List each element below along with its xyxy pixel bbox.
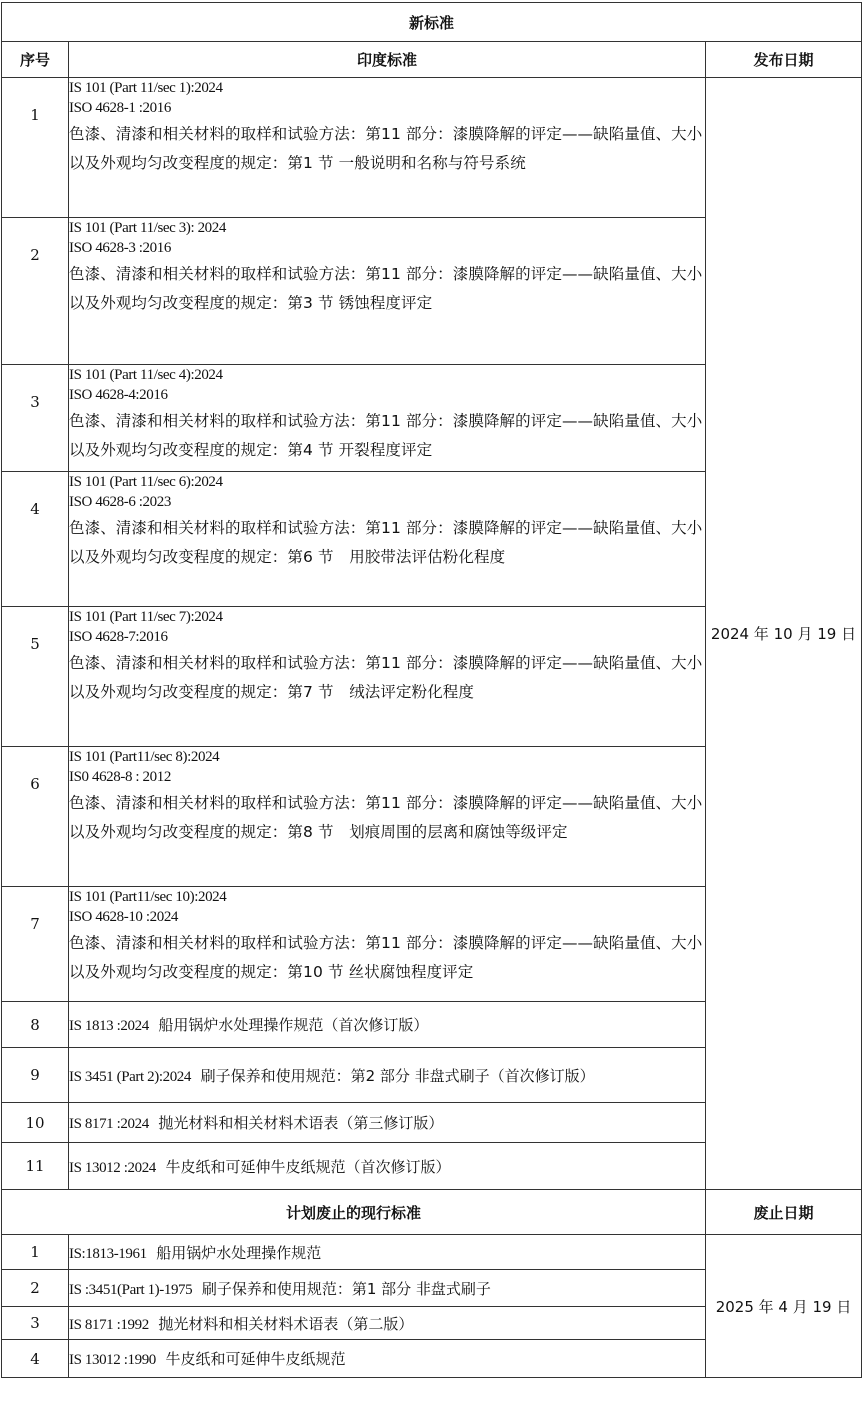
row-number: 8 (2, 1002, 69, 1048)
standard-description: 船用锅炉水处理操作规范（首次修订版） (158, 1016, 429, 1034)
row-number: 9 (2, 1048, 69, 1103)
standard-description: 牛皮纸和可延伸牛皮纸规范（首次修订版） (165, 1157, 451, 1176)
row-number: 10 (2, 1103, 69, 1143)
withdrawn-header-row (2, 1190, 862, 1235)
iso-code: ISO 4628-6 :2023 (69, 494, 171, 510)
standard-cell (69, 78, 706, 218)
standard-cell (69, 1307, 706, 1340)
standard-description: 色漆、清漆和相关材料的取样和试验方法：第11 部分：漆膜降解的评定——缺陷量值、大小以及外观均匀改变程度的规定：第1 节 一般说明和名称与符号系统 (69, 125, 703, 172)
withdraw-date: 2025 年 4 月 19 日 (706, 1235, 862, 1378)
standards-table (1, 2, 862, 1378)
row-number: 3 (2, 365, 69, 472)
standard-description: 牛皮纸和可延伸牛皮纸规范 (165, 1350, 346, 1368)
standard-description: 抛光材料和相关材料术语表（第二版） (158, 1314, 414, 1333)
is-code: IS 101 (Part 11/sec 4):2024 (69, 367, 223, 383)
row-number: 4 (2, 1340, 69, 1378)
standard-cell (69, 1143, 706, 1190)
withdrawn-standards-title: 计划废止的现行标准 (2, 1190, 706, 1235)
standard-cell (69, 887, 706, 1002)
new-standards-title-row (2, 3, 862, 42)
standard-code: IS 1813 :2024 (69, 1018, 149, 1034)
standard-cell (69, 747, 706, 887)
iso-code: IS0 4628-8 : 2012 (69, 769, 171, 785)
is-code: IS 101 (Part 11/sec 7):2024 (69, 609, 223, 625)
table-row (2, 1235, 862, 1270)
header-publish-date: 发布日期 (706, 42, 862, 78)
standard-cell (69, 218, 706, 365)
row-number: 4 (2, 472, 69, 607)
standard-cell (69, 1340, 706, 1378)
iso-code: ISO 4628-3 :2016 (69, 240, 171, 256)
standard-cell (69, 1103, 706, 1143)
standard-cell (69, 1048, 706, 1103)
standard-description: 刷子保养和使用规范：第1 部分 非盘式刷子 (201, 1279, 491, 1298)
row-number: 5 (2, 607, 69, 747)
standard-cell (69, 1002, 706, 1048)
iso-code: ISO 4628-1 :2016 (69, 100, 171, 116)
is-code: IS 101 (Part 11/sec 1):2024 (69, 80, 223, 96)
row-number: 1 (2, 1235, 69, 1270)
standard-description: 色漆、清漆和相关材料的取样和试验方法：第11 部分：漆膜降解的评定——缺陷量值、大小以及外观均匀改变程度的规定：第3 节 锈蚀程度评定 (69, 265, 703, 312)
standard-description: 色漆、清漆和相关材料的取样和试验方法：第11 部分：漆膜降解的评定——缺陷量值、大小以及外观均匀改变程度的规定：第10 节 丝状腐蚀程度评定 (69, 934, 703, 981)
publish-date: 2024 年 10 月 19 日 (706, 78, 862, 1190)
standard-cell (69, 1235, 706, 1270)
standard-cell (69, 1270, 706, 1307)
standard-description: 刷子保养和使用规范：第2 部分 非盘式刷子（首次修订版） (200, 1066, 595, 1085)
standard-description: 船用锅炉水处理操作规范 (156, 1243, 322, 1262)
is-code: IS 101 (Part11/sec 10):2024 (69, 889, 227, 905)
standard-code: IS :3451(Part 1)-1975 (69, 1281, 193, 1298)
iso-code: ISO 4628-10 :2024 (69, 909, 179, 925)
standard-description: 色漆、清漆和相关材料的取样和试验方法：第11 部分：漆膜降解的评定——缺陷量值、大小以及外观均匀改变程度的规定：第4 节 开裂程度评定 (69, 412, 703, 459)
header-withdraw-date: 废止日期 (706, 1190, 862, 1235)
standard-description: 色漆、清漆和相关材料的取样和试验方法：第11 部分：漆膜降解的评定——缺陷量值、大小以及外观均匀改变程度的规定：第8 节 划痕周围的层离和腐蚀等级评定 (69, 794, 703, 841)
row-number: 7 (2, 887, 69, 1002)
standard-description: 抛光材料和相关材料术语表（第三修订版） (158, 1114, 444, 1132)
standard-description: 色漆、清漆和相关材料的取样和试验方法：第11 部分：漆膜降解的评定——缺陷量值、大小以及外观均匀改变程度的规定：第7 节 绒法评定粉化程度 (69, 654, 703, 701)
standard-code: IS 8171 :2024 (69, 1116, 149, 1132)
standard-cell (69, 472, 706, 607)
iso-code: ISO 4628-7:2016 (69, 629, 168, 645)
iso-code: ISO 4628-4:2016 (69, 387, 168, 403)
standard-code: IS 8171 :1992 (69, 1316, 149, 1333)
standard-code: IS 13012 :1990 (69, 1352, 156, 1368)
is-code: IS 101 (Part 11/sec 6):2024 (69, 474, 223, 490)
row-number: 3 (2, 1307, 69, 1340)
table-row (2, 78, 862, 218)
standard-cell (69, 607, 706, 747)
new-standards-header-row (2, 42, 862, 78)
row-number: 6 (2, 747, 69, 887)
row-number: 2 (2, 218, 69, 365)
standard-cell (69, 365, 706, 472)
row-number: 1 (2, 78, 69, 218)
is-code: IS 101 (Part 11/sec 3): 2024 (69, 220, 226, 236)
new-standards-title: 新标准 (2, 3, 862, 42)
row-number: 2 (2, 1270, 69, 1307)
is-code: IS 101 (Part11/sec 8):2024 (69, 749, 220, 765)
standard-code: IS 3451 (Part 2):2024 (69, 1068, 192, 1085)
header-no: 序号 (2, 42, 69, 78)
standard-description: 色漆、清漆和相关材料的取样和试验方法：第11 部分：漆膜降解的评定——缺陷量值、大小以及外观均匀改变程度的规定：第6 节 用胶带法评估粉化程度 (69, 519, 703, 566)
standard-code: IS 13012 :2024 (69, 1159, 156, 1176)
standard-code: IS:1813-1961 (69, 1245, 147, 1262)
header-standard: 印度标准 (69, 42, 706, 78)
row-number: 11 (2, 1143, 69, 1190)
